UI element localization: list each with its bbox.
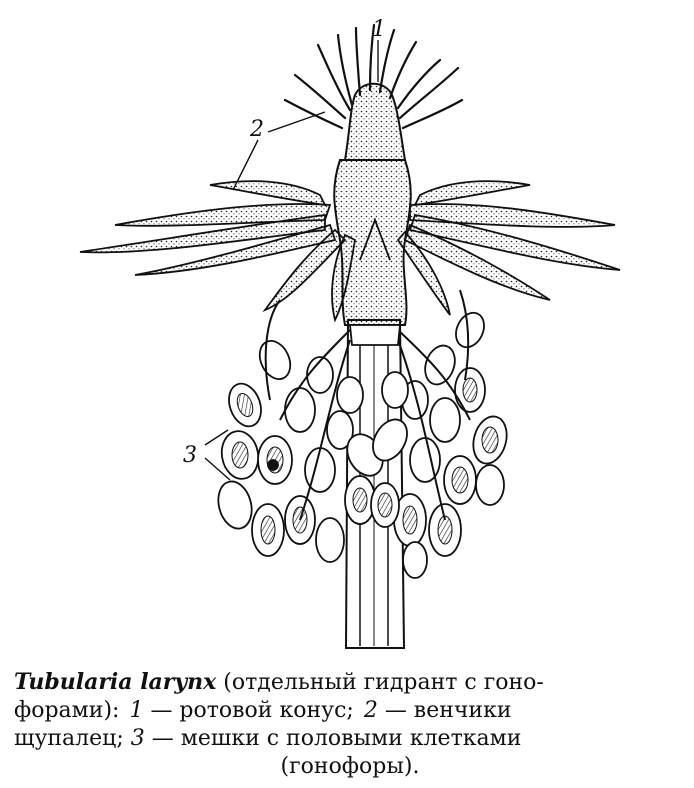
caption-line-4: (гонофоры). — [280, 754, 420, 779]
species-name: Tubularia larynx — [14, 669, 217, 695]
label-3: 3 — [183, 443, 197, 468]
caption-line-3 — [14, 725, 686, 753]
caption-line-1 — [14, 668, 686, 697]
item-desc-1: — ротовой конус; — [150, 698, 354, 723]
figure-caption — [14, 668, 686, 781]
item-desc-3: — мешки с половыми клетками — [151, 726, 522, 751]
item-desc-2: — венчики — [384, 698, 512, 723]
label-1: 1 — [372, 17, 386, 42]
label-2: 2 — [250, 117, 264, 142]
caption-text-1: (отдельный гидрант с гоно- — [223, 670, 544, 695]
caption-text-3a: щупалец; — [14, 726, 124, 751]
oral-cone — [345, 84, 405, 160]
hydranth-body — [334, 160, 411, 345]
caption-text-2a: форами): — [14, 698, 120, 723]
item-number-1: 1 — [129, 698, 144, 723]
item-number-2: 2 — [363, 698, 378, 723]
caption-line-2 — [14, 697, 686, 725]
item-number-3: 3 — [130, 726, 145, 751]
